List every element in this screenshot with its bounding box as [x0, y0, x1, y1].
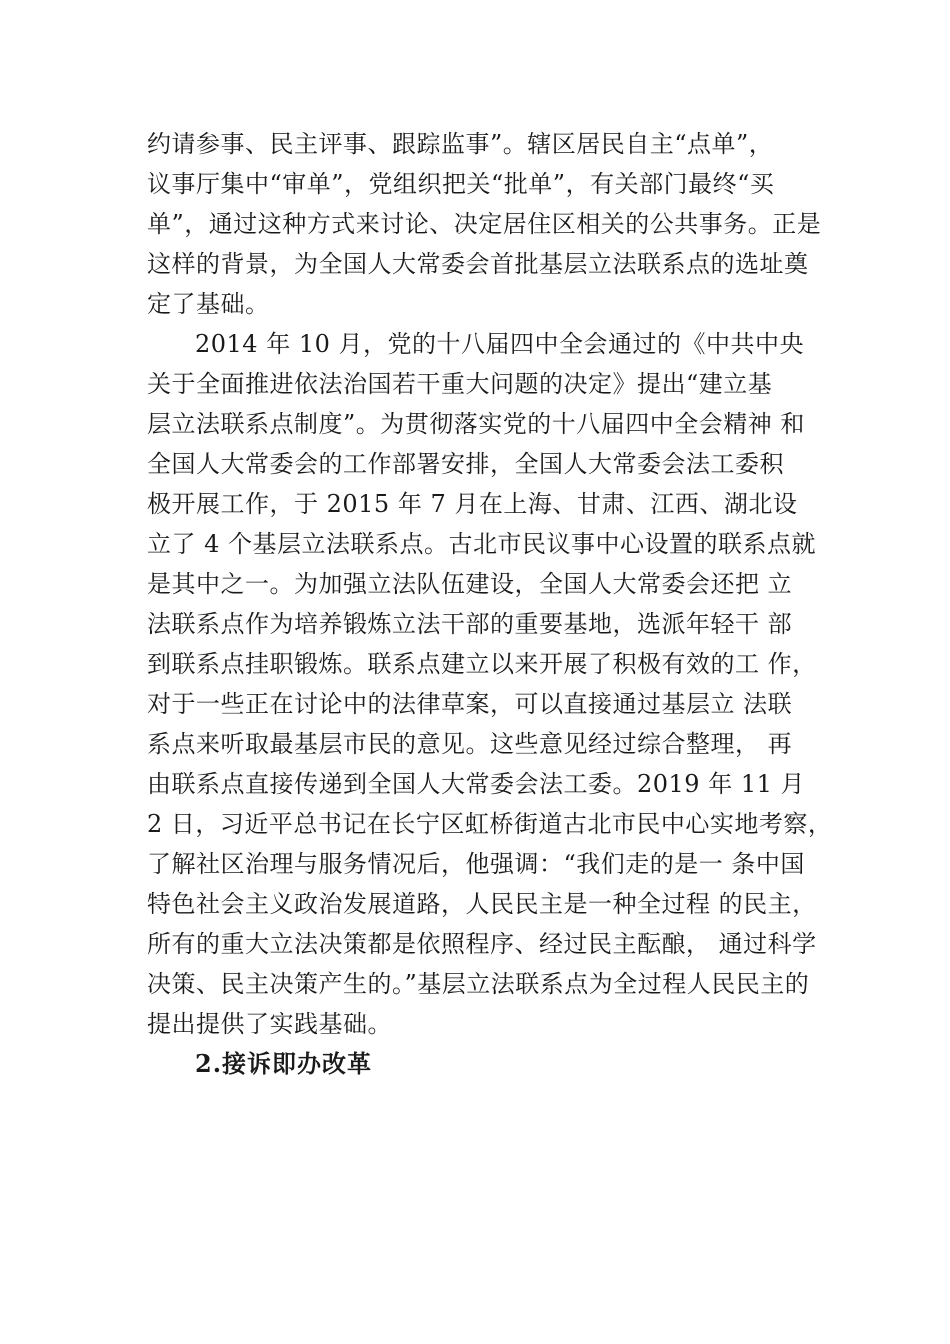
text-line: 对于一些正在讨论中的法律草案，可以直接通过基层立 法联 [147, 690, 793, 718]
text-line: 层立法联系点制度”。为贯彻落实党的十八届四中全会精神 和 [147, 410, 805, 438]
document-body [147, 124, 847, 1084]
text-line: 到联系点挂职锻炼。联系点建立以来开展了积极有效的工 作， [147, 650, 817, 678]
section-heading: 2.接诉即办改革 [195, 1049, 373, 1078]
text-line: 所有的重大立法决策都是依照程序、经过民主酝酿， 通过科学 [147, 930, 817, 958]
text-line: 特色社会主义政治发展道路，人民民主是一种全过程 的民主， [147, 890, 817, 918]
text-line: 了解社区治理与服务情况后，他强调：“我们走的是一 条中国 [147, 850, 805, 878]
text-line: 由联系点直接传递到全国人大常委会法工委。2019 年 11 月 [147, 770, 806, 798]
text-line: 约请参事、民主评事、跟踪监事”。辖区居民自主“点单”， [147, 130, 774, 158]
text-line: 关于全面推进依法治国若干重大问题的决定》提出“建立基 [147, 370, 773, 398]
text-line: 是其中之一。为加强立法队伍建设，全国人大常委会还把 立 [147, 570, 793, 598]
paragraph-first-line: 2014 年 10 月，党的十八届四中全会通过的《中共中央 [195, 330, 805, 358]
text-line: 极开展工作，于 2015 年 7 月在上海、甘肃、江西、湖北设 [147, 490, 798, 518]
text-line: 法联系点作为培养锻炼立法干部的重要基地，选派年轻干 部 [147, 610, 793, 638]
text-line: 议事厅集中“审单”，党组织把关“批单”，有关部门最终“买 [147, 170, 775, 198]
text-line: 立了 4 个基层立法联系点。古北市民议事中心设置的联系点就 [147, 530, 817, 558]
text-line: 提出提供了实践基础。 [147, 1010, 392, 1038]
text-line: 决策、民主决策产生的。”基层立法联系点为全过程人民民主的 [147, 970, 810, 998]
text-line: 系点来听取最基层市民的意见。这些意见经过综合整理， 再 [147, 730, 793, 758]
text-line: 全国人大常委会的工作部署安排，全国人大常委会法工委积 [147, 450, 784, 478]
text-line: 2 日，习近平总书记在长宁区虹桥街道古北市民中心实地考察， [147, 810, 833, 838]
text-line: 单”，通过这种方式来讨论、决定居住区相关的公共事务。正是 [147, 210, 822, 238]
text-line: 定了基础。 [147, 290, 270, 318]
text-line: 这样的背景，为全国人大常委会首批基层立法联系点的选址奠 [147, 250, 809, 278]
